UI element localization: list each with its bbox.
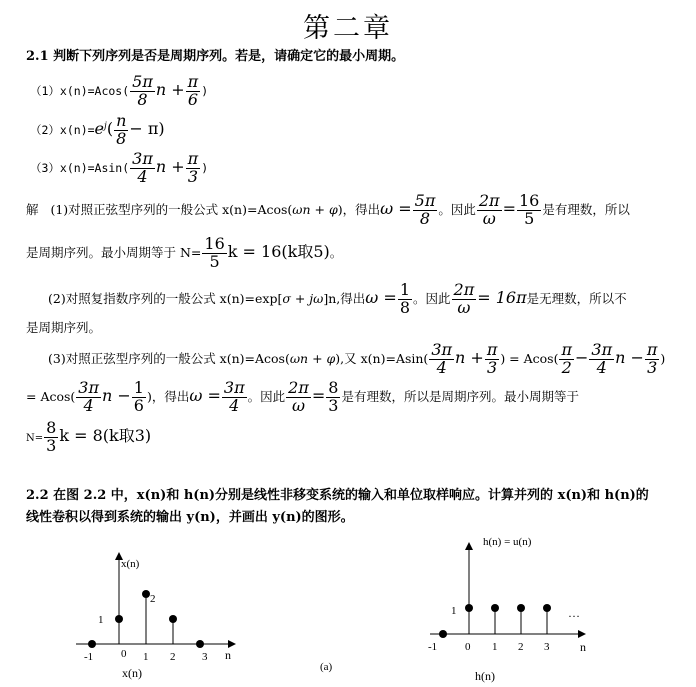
solution-2-line-1: (2)对照复指数序列的一般公式 x(n)=exp[σ + jω]n,得出ω = $\frac{1}{8}$ 。因此 $\frac{2\pi}{\omega}$ = 16π是无理数，所以不 — [48, 280, 627, 317]
x-plot — [76, 552, 236, 680]
solution-3-line-2: = Acos( $\frac{3\pi}{4}$ n − $\frac{1}{6}$ )，得出ω = $\frac{3\pi}{4}$ 。因此 $\frac{2\pi}{\omega}$ = $\frac{8}{3}$ 是有理数，所以是周期序列。最小周期等于 — [26, 378, 579, 415]
question-2-1-item-3: （3）x(n)=Asin( $\frac{3\pi}{4}$ n + $\frac{\pi}{3}$ ) — [30, 149, 209, 186]
question-2-1-item-2: $(2)x(n)=e^j$( $\frac{n}{8}$ − π) — [30, 111, 165, 148]
solution-1-line-1: 解 (1)对照正弦型序列的一般公式 x(n)=Acos(ωn + φ)，得出ω = $\frac{5\pi}{8}$ 。因此 $\frac{2\pi}{\omega}$ = $\frac{16}{5}$ 是有理数，所以 — [26, 191, 630, 228]
h-plot-x-arrow-icon — [578, 630, 586, 638]
h-plot-sample-dot — [517, 604, 525, 612]
x-plot-tick: 1 — [143, 651, 149, 663]
x-plot-sample-dot — [196, 640, 204, 648]
h-plot-tick: 0 — [465, 641, 471, 653]
h-plot-y-arrow-icon — [465, 542, 473, 550]
figure-label: (a) — [320, 661, 333, 673]
h-plot-sample-dot — [543, 604, 551, 612]
figure-2-2 — [0, 530, 696, 687]
solution-3-line-3: N= $\frac{8}{3}$ k = 8(k取3) — [26, 418, 152, 455]
h-plot-xlabel: n — [580, 640, 586, 654]
h-plot-sample-dot — [465, 604, 473, 612]
x-plot-x-arrow-icon — [228, 640, 236, 648]
h-plot-tick: 1 — [492, 641, 498, 653]
h-plot-tick: -1 — [428, 641, 438, 653]
x-plot-tick: 2 — [170, 651, 176, 663]
solution-1-line-2: 是周期序列。最小周期等于 N= $\frac{16}{5}$ k = 16(k取5)。 — [26, 234, 343, 271]
solution-2-line-2: 是周期序列。 — [26, 320, 102, 335]
h-plot-value-label: 1 — [451, 605, 457, 617]
x-plot-sample-dot — [88, 640, 96, 648]
x-plot-ylabel: x(n) — [121, 558, 140, 570]
x-plot-sample-dot — [115, 615, 123, 623]
x-plot-value-label: 2 — [150, 593, 156, 605]
h-plot-sample-dot — [491, 604, 499, 612]
page-title: 第二章 — [303, 13, 393, 44]
x-plot-value-label: 1 — [98, 614, 104, 626]
h-plot-tick: 2 — [518, 641, 524, 653]
solution-3-line-1: (3)对照正弦型序列的一般公式 x(n)=Acos(ωn + φ),又 x(n)=Asin( $\frac{3\pi}{4}$ n + $\frac{\pi}{3}$ ) = Acos( $\frac{\pi}{2}$ − $\frac{3\pi}{4}$ n − $\frac{\pi}{3}$ ) — [48, 340, 666, 377]
x-plot-tick: 0 — [121, 648, 127, 660]
question-2-2-heading-line-2: 线性卷积以得到系统的输出 y(n)，并画出 y(n)的图形。 — [26, 510, 354, 525]
h-plot-caption: h(n) — [475, 669, 495, 683]
x-plot-xlabel: n — [225, 648, 231, 662]
h-plot-ellipsis: … — [568, 606, 580, 620]
x-plot-sample-dot — [142, 590, 150, 598]
h-plot — [428, 536, 586, 683]
question-2-2-heading-line-1: 2.2 在图 2.2 中，x(n)和 h(n)分别是线性非移变系统的输入和单位取样响应。计算并列的 x(n)和 h(n)的 — [26, 488, 649, 503]
x-plot-tick: -1 — [84, 651, 94, 663]
x-plot-caption: x(n) — [122, 666, 142, 680]
h-plot-tick: 3 — [544, 641, 550, 653]
question-2-1-item-1: （1）x(n)=Acos( $\frac{5\pi}{8}$ n + $\frac{\pi}{6}$ ) — [30, 72, 209, 109]
question-2-1-heading: 2.1 判断下列序列是否是周期序列。若是，请确定它的最小周期。 — [26, 49, 405, 64]
x-plot-tick: 3 — [202, 651, 208, 663]
h-plot-sample-dot — [439, 630, 447, 638]
x-plot-sample-dot — [169, 615, 177, 623]
h-plot-ylabel: h(n) = u(n) — [483, 536, 532, 548]
